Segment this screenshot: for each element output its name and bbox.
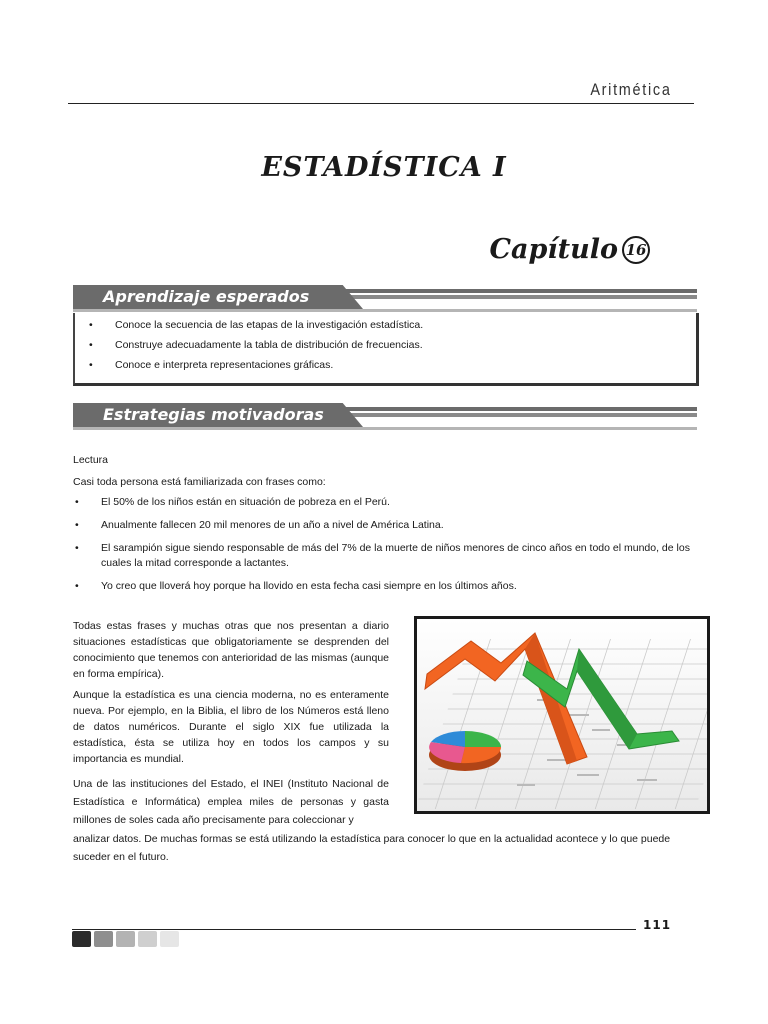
list-item: • Conoce e interpreta representaciones gráficas. (75, 358, 696, 372)
strategies-heading: Estrategias motivadoras (103, 405, 324, 424)
phrases-list (73, 495, 695, 602)
footer-rule (72, 929, 636, 930)
paragraph-3b: analizar datos. De muchas formas se está utilizando la estadística para conocer lo que en la actualidad acontece y lo que puede suceder en el futuro. (73, 833, 671, 863)
list-item: • Conoce la secuencia de las etapas de la investigación estadística. (75, 318, 696, 332)
list-item: • El sarampión sigue siendo responsable de más del 7% de la muerte de niños menores de cinco años en todo el mundo, de los cuales la mitad corresponde a lactantes. (73, 541, 695, 571)
list-item: • Construye adecuadamente la tabla de distribución de frecuencias. (75, 338, 696, 352)
statistics-illustration (414, 616, 710, 814)
paragraph-2: Aunque la estadística es una ciencia moderna, no es enteramente nueva. Por ejemplo, en la Biblia, el libro de los Números está lleno de datos numéricos. Durante el siglo XIX fue utilizada la estadística, ésta se utiliza hoy en todos los campos y su importancia es mundial. (73, 689, 389, 765)
strategies-banner (73, 403, 697, 429)
list-item: • Anualmente fallecen 20 mil menores de un año a nivel de América Latina. (73, 518, 695, 533)
page-number: 111 (643, 918, 672, 932)
footer-square (160, 931, 179, 947)
paragraph-1: Todas estas frases y muchas otras que nos presentan a diario situaciones estadísticas que obligatoriamente se desprenden del conocimiento que tenemos con anterioridad de las mismas (aunque en forma empírica). (73, 620, 389, 680)
objectives-heading: Aprendizaje esperados (103, 287, 310, 306)
chapter-label: Capítulo (489, 234, 618, 265)
reading-intro: Casi toda persona está familiarizada con frases como: (73, 476, 326, 488)
chapter-heading (490, 234, 651, 265)
reading-label: Lectura (73, 454, 109, 466)
page-title: ESTADÍSTICA I (261, 152, 507, 183)
chapter-number-badge: 16 (622, 236, 650, 264)
footer-squares (72, 931, 179, 947)
objectives-list (75, 318, 696, 372)
footer-square (72, 931, 91, 947)
list-item: • Yo creo que lloverá hoy porque ha llovido en esta fecha casi siempre en los últimos años. (73, 579, 695, 594)
footer-square (138, 931, 157, 947)
objectives-banner (73, 285, 697, 311)
statistics-illustration-icon (417, 619, 707, 811)
header-rule (68, 103, 694, 104)
footer-square (116, 931, 135, 947)
list-item: • El 50% de los niños están en situación de pobreza en el Perú. (73, 495, 695, 510)
footer-square (94, 931, 113, 947)
objectives-box (73, 313, 699, 386)
running-head: Aritmética (590, 80, 672, 99)
paragraph-3a: Una de las instituciones del Estado, el INEI (Instituto Nacional de Estadística e Informática) emplea miles de personas y gasta millones de soles cada año precisamente para coleccionar y (73, 778, 389, 826)
